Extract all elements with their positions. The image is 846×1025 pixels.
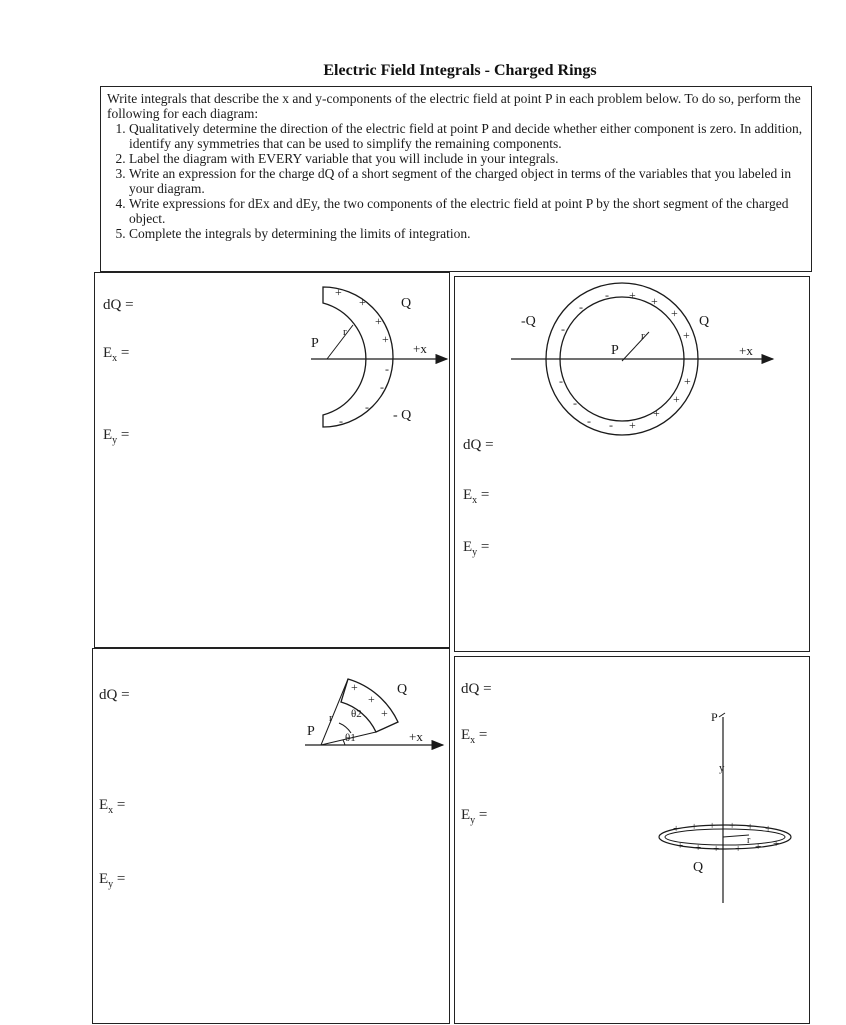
svg-text:+: + [673,823,680,835]
svg-text:+: + [351,680,358,694]
ring-sector-diagram [93,649,451,1025]
instruction-step: 3. Write an expression for the charge dQ of a short segment of the charged object in terms of the variables that you labeled in your diagram. [129,166,805,196]
instruction-step: 1. Qualitatively determine the direction of the electric field at point P and decide whether either component is zero. In addition, identify any symmetries that can be used to simplify the remaining components. [129,121,805,151]
svg-text:+: + [735,843,742,855]
svg-text:+: + [673,392,680,406]
problem-panel-full-ring [454,276,810,652]
svg-text:+: + [683,328,690,342]
problem-panel-ring-sector [92,648,450,1024]
svg-text:-: - [380,380,384,394]
ex-label: $E_x$ = [463,487,490,506]
svg-text:-: - [605,288,609,302]
svg-text:-: - [561,322,565,336]
svg-text:+: + [709,820,716,832]
ex-label: $E_x$ = [461,727,488,746]
svg-text:+: + [375,314,382,328]
axial-ring-diagram [455,657,811,1025]
charge-neg-q-label: -Q [521,314,536,329]
charge-neg-q-label: - Q [393,408,412,423]
svg-text:-: - [339,414,343,428]
svg-text:-: - [609,418,613,432]
point-p: P [307,724,315,739]
svg-text:+: + [382,332,389,346]
svg-text:+: + [335,285,342,299]
svg-text:+: + [773,838,780,850]
instructions-intro: Write integrals that describe the x and y-components of the electric field at point P in each problem below. To do so, perform the following for each diagram: [107,91,801,121]
instruction-step: 2. Label the diagram with EVERY variable that you will include in your integrals. [129,151,805,166]
svg-text:+: + [368,692,375,706]
point-p: P [311,336,319,351]
point-p: P [611,343,619,358]
svg-text:+: + [684,374,691,388]
svg-text:-: - [385,362,389,376]
axis-x-label: +x [739,343,753,358]
point-p: P [711,710,718,724]
ex-label: $E_x$ = [99,797,126,816]
svg-text:+: + [671,306,678,320]
svg-text:+: + [691,821,698,833]
charge-q-label: Q [699,314,710,329]
radius-label: r [343,326,347,338]
svg-text:+: + [695,842,702,854]
instruction-step: 4. Write expressions for dEx and dEy, the two components of the electric field at point P by the short segment of the charged object. [129,196,805,226]
dq-label: dQ = [461,681,492,697]
instructions-box [100,86,812,272]
svg-text:-: - [579,300,583,314]
instruction-step: 5. Complete the integrals by determining the limits of integration. [129,226,805,241]
svg-text:-: - [365,400,369,414]
svg-text:+: + [381,706,388,720]
svg-text:-: - [587,414,591,428]
dq-label: dQ = [103,297,134,313]
radius-line [327,325,353,359]
svg-text:-: - [559,374,563,388]
radius-label: r [329,712,333,724]
problem-panel-axial-ring [454,656,810,1024]
svg-text:+: + [653,406,660,420]
full-ring-diagram [455,277,811,653]
ey-label: $E_y$ = [461,807,488,826]
svg-text:+: + [713,843,720,855]
svg-text:+: + [677,840,684,852]
theta1-label: θ1 [345,732,356,744]
theta2-label: θ2 [351,708,362,720]
svg-text:+: + [629,288,636,302]
svg-text:+: + [651,294,658,308]
radius-label: r [641,330,645,342]
ey-label: $E_y$ = [103,427,130,446]
svg-text:-: - [573,396,577,410]
svg-text:+: + [755,841,762,853]
half-ring-shape [323,287,393,427]
svg-text:+: + [747,821,754,833]
svg-text:+: + [729,820,736,832]
ring-radius [723,835,749,837]
ey-label: $E_y$ = [463,539,490,558]
dq-label: dQ = [463,437,494,453]
charge-q-label: Q [397,682,408,697]
axis-x-label: +x [413,341,427,356]
svg-text:+: + [629,418,636,432]
dq-label: dQ = [99,687,130,703]
page-title: Electric Field Integrals - Charged Rings [323,62,597,79]
instructions-steps [107,121,805,241]
svg-text:+: + [765,823,772,835]
theta2-line [321,679,348,745]
p-tick [719,713,725,717]
half-ring-diagram [95,273,451,649]
charge-q-label: Q [693,860,704,875]
problem-panel-half-ring [94,272,450,648]
ring-minus-signs [559,288,613,432]
ey-label: $E_y$ = [99,871,126,890]
charge-q-label: Q [401,296,412,311]
radius-label: r [747,835,751,846]
ex-label: $E_x$ = [103,345,130,364]
svg-text:+: + [359,295,366,309]
radius-line [622,332,649,361]
axis-y-label: y [719,762,725,774]
axis-x-label: +x [409,729,423,744]
